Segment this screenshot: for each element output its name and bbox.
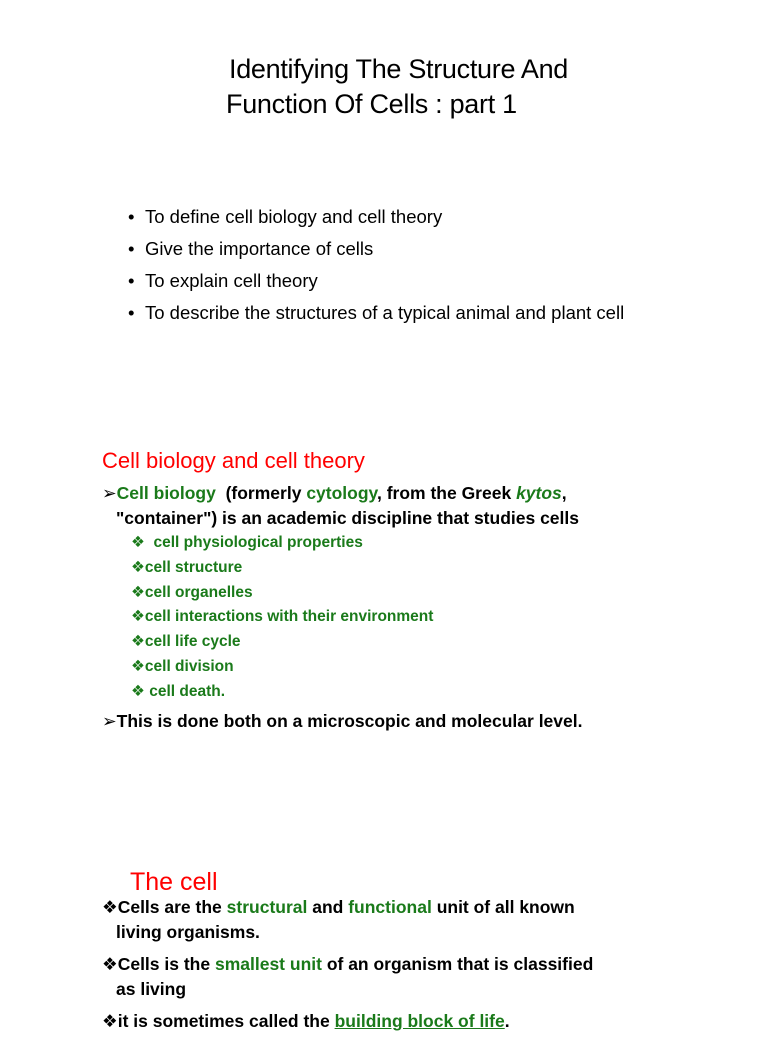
cell-fact-2 <box>102 952 682 1001</box>
fact-text: and <box>307 897 349 917</box>
fact-text: Cells is the <box>117 954 215 974</box>
term-functional: functional <box>348 897 432 917</box>
topic-item: ❖ cell death. <box>131 682 226 700</box>
definition-text-c: , <box>561 483 567 503</box>
term-cytology: cytology <box>306 483 377 503</box>
definition-line-2: "container") is an academic discipline that studies cells <box>116 508 579 528</box>
fact-line-2: living organisms. <box>116 922 260 942</box>
page-title <box>226 52 646 122</box>
cell-biology-definition <box>102 481 662 530</box>
diamond-bullet-icon: ❖ <box>102 1012 118 1032</box>
level-statement <box>102 709 702 734</box>
arrow-bullet-icon: ➢ <box>102 712 117 732</box>
topic-item: ❖cell interactions with their environment <box>131 608 434 626</box>
fact-text: unit of all known <box>431 897 575 917</box>
fact-text: of an organism that is classified <box>321 954 594 974</box>
level-statement-text: This is done both on a microscopic and molecular level. <box>116 711 583 731</box>
term-building-block: building block of life <box>334 1011 505 1031</box>
diamond-bullet-icon: ❖ <box>102 955 118 975</box>
cell-fact-1 <box>102 895 682 944</box>
term-smallest-unit: smallest unit <box>214 954 322 974</box>
topic-item: ❖cell life cycle <box>131 633 241 651</box>
fact-text: . <box>504 1011 510 1031</box>
section-heading-the-cell: The cell <box>130 868 218 896</box>
section-heading-cell-biology: Cell biology and cell theory <box>102 448 365 473</box>
arrow-bullet-icon: ➢ <box>102 484 117 504</box>
objective-item: • To explain cell theory <box>128 269 648 293</box>
term-cell-biology: Cell biology <box>116 483 216 503</box>
definition-text-b: , from the Greek <box>376 483 517 503</box>
fact-line-2: as living <box>116 979 187 999</box>
objective-item: • To define cell biology and cell theory <box>128 205 648 229</box>
diamond-bullet-icon: ❖ <box>102 898 118 918</box>
topic-item: ❖cell organelles <box>131 583 253 601</box>
objective-item: • To describe the structures of a typical animal and plant cell <box>128 301 648 325</box>
title-line-1: Identifying The Structure And <box>229 54 569 84</box>
cell-fact-3 <box>102 1009 682 1034</box>
title-line-2: Function Of Cells : part 1 <box>226 89 517 119</box>
objectives-list <box>128 205 648 333</box>
fact-text: Cells are the <box>117 897 227 917</box>
definition-text-a: (formerly <box>215 483 307 503</box>
term-kytos: kytos <box>516 483 562 503</box>
cell-biology-topics <box>131 531 433 705</box>
fact-text: it is sometimes called the <box>117 1011 335 1031</box>
topic-item: ❖cell structure <box>131 558 243 576</box>
term-structural: structural <box>226 897 308 917</box>
topic-item: ❖cell division <box>131 657 234 675</box>
objective-item: • Give the importance of cells <box>128 237 648 261</box>
cell-facts <box>102 895 682 1042</box>
topic-item: ❖ cell physiological properties <box>131 534 363 551</box>
